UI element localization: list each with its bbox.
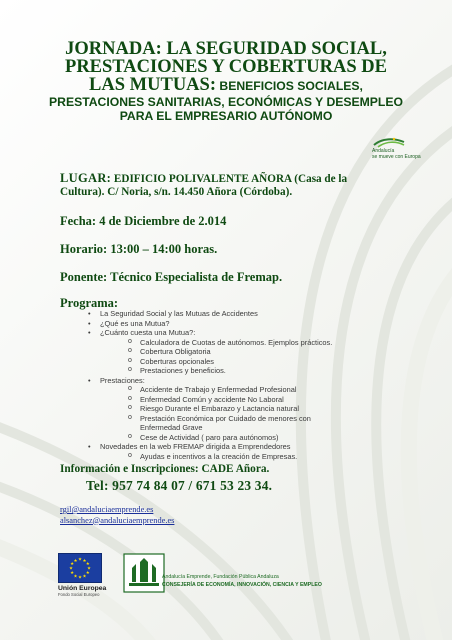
lugar-line-2: Cultura). C/ Noria, s/n. 14.450 Añora (Córdoba). (60, 186, 293, 198)
eu-star-icon: ★ (70, 561, 75, 567)
title-line-3-big: LAS MUTUAS: (89, 75, 216, 95)
list-item (88, 309, 418, 319)
list-item (88, 442, 418, 461)
ponente-text: Ponente: Técnico Especialista de Fremap. (60, 270, 283, 284)
eu-star-icon: ★ (85, 561, 90, 567)
title-line-2: PRESTACIONES Y COBERTURAS DE (65, 57, 387, 77)
junta-text (162, 573, 402, 589)
lugar-line-1 (60, 172, 405, 186)
title-line-3 (40, 76, 412, 95)
list-item (88, 376, 418, 443)
sub-list-item (128, 414, 418, 433)
horario-text: Horario: 13:00 – 14:00 horas. (60, 242, 218, 256)
telefono-text: Tel: 957 74 84 07 / 671 53 23 34. (86, 478, 273, 493)
sub-list-item: o Enfermedad Común y accidente No Laboral (128, 395, 418, 405)
list-item (88, 328, 418, 376)
sub-list (100, 452, 418, 462)
eu-star-icon: ★ (85, 570, 90, 576)
eu-fund: Fondo Social Europeo (58, 592, 100, 597)
contacto-text: Información e Inscripciones: CADE Añora. (60, 463, 270, 475)
eu-star-icon: ★ (86, 565, 92, 571)
list-item-text: ¿Cuánto cuesta una Mutua?: (100, 328, 196, 337)
sub-list-item: o Cobertura Obligatoria (128, 347, 418, 357)
eu-star-icon: ★ (82, 573, 87, 579)
andalucia-logo-line-2: se mueve con Europa (372, 154, 421, 160)
eu-star-icon: ★ (70, 570, 75, 576)
title-line-5: PARA EL EMPRESARIO AUTÓNOMO (119, 109, 333, 123)
sub-list-item-wrap: Enfermedad Grave (140, 423, 203, 432)
eu-star-icon: ★ (73, 573, 78, 579)
email-link-alsanchez[interactable]: alsanchez@andaluciaemprende.es (60, 515, 175, 525)
sub-list-item: o Coberturas opcionales (128, 357, 418, 367)
lugar-place: EDIFICIO POLIVALENTE AÑORA (Casa de la (111, 173, 348, 185)
eu-star-icon: ★ (73, 557, 78, 563)
email-link-rgil[interactable]: rgil@andaluciaemprende.es (60, 505, 154, 514)
eu-flag-icon (58, 553, 102, 583)
sub-list-item: o Calculadora de Cuotas de autónomos. Ejemplos prácticos. (128, 338, 418, 348)
lugar-label: LUGAR: (60, 171, 112, 185)
sub-list-item: o Prestaciones y beneficios. (128, 366, 418, 376)
lugar-block (60, 172, 405, 199)
event-title (40, 40, 412, 123)
sub-list-item: o Ayudas e incentivos a la creación de Empresas. (128, 452, 418, 462)
title-line-1: JORNADA: LA SEGURIDAD SOCIAL, (65, 39, 387, 59)
sub-list-item-text: Prestación Económica por Cuidado de menores con (140, 413, 311, 423)
eu-star-icon: ★ (82, 557, 87, 563)
title-line-4: PRESTACIONES SANITARIAS, ECONÓMICAS Y DESEMPLEO (49, 95, 403, 109)
list-item-text: La Seguridad Social y las Mutuas de Accidentes (100, 309, 258, 318)
list-item-text: Prestaciones: (100, 375, 145, 385)
programa-label: Programa: (60, 296, 119, 310)
eu-star-icon: ★ (77, 574, 83, 580)
junta-line-1: Andalucía Emprende, Fundación Pública Andaluza (162, 574, 279, 580)
union-europea-logo (58, 553, 118, 597)
title-line-3-small: BENEFICIOS SOCIALES, (216, 79, 363, 93)
eu-name: Unión Europea (58, 585, 107, 592)
list-item (88, 319, 418, 329)
email-links (60, 505, 174, 526)
programa-list (88, 309, 418, 461)
andalucia-logo-line-1: Andalucía (372, 148, 395, 154)
fecha-text: Fecha: 4 de Diciembre de 2.014 (60, 214, 227, 228)
sub-list-item: o Accidente de Trabajo y Enfermedad Profesional (128, 385, 418, 395)
eu-star-icon: ★ (68, 565, 74, 571)
sub-list (100, 385, 418, 442)
eu-star-icon: ★ (77, 556, 83, 562)
junta-andalucia-emblem-icon (122, 552, 166, 594)
sub-list-item: o Riesgo Durante el Embarazo y Lactancia natural (128, 404, 418, 414)
eu-stars-icon (59, 554, 101, 582)
andalucia-europa-logo (372, 136, 430, 166)
andalucia-logo-icon (372, 136, 406, 148)
list-item-text: ¿Qué es una Mutua? (100, 318, 170, 328)
junta-line-2: CONSEJERÍA DE ECONOMÍA, INNOVACIÓN, CIENCIA Y EMPLEO (162, 582, 322, 588)
sub-list (100, 338, 418, 376)
list-item-text: Novedades en la web FREMAP dirigida a Emprendedores (100, 442, 291, 451)
sub-list-item: o Cese de Actividad ( paro para autónomos) (128, 433, 418, 443)
